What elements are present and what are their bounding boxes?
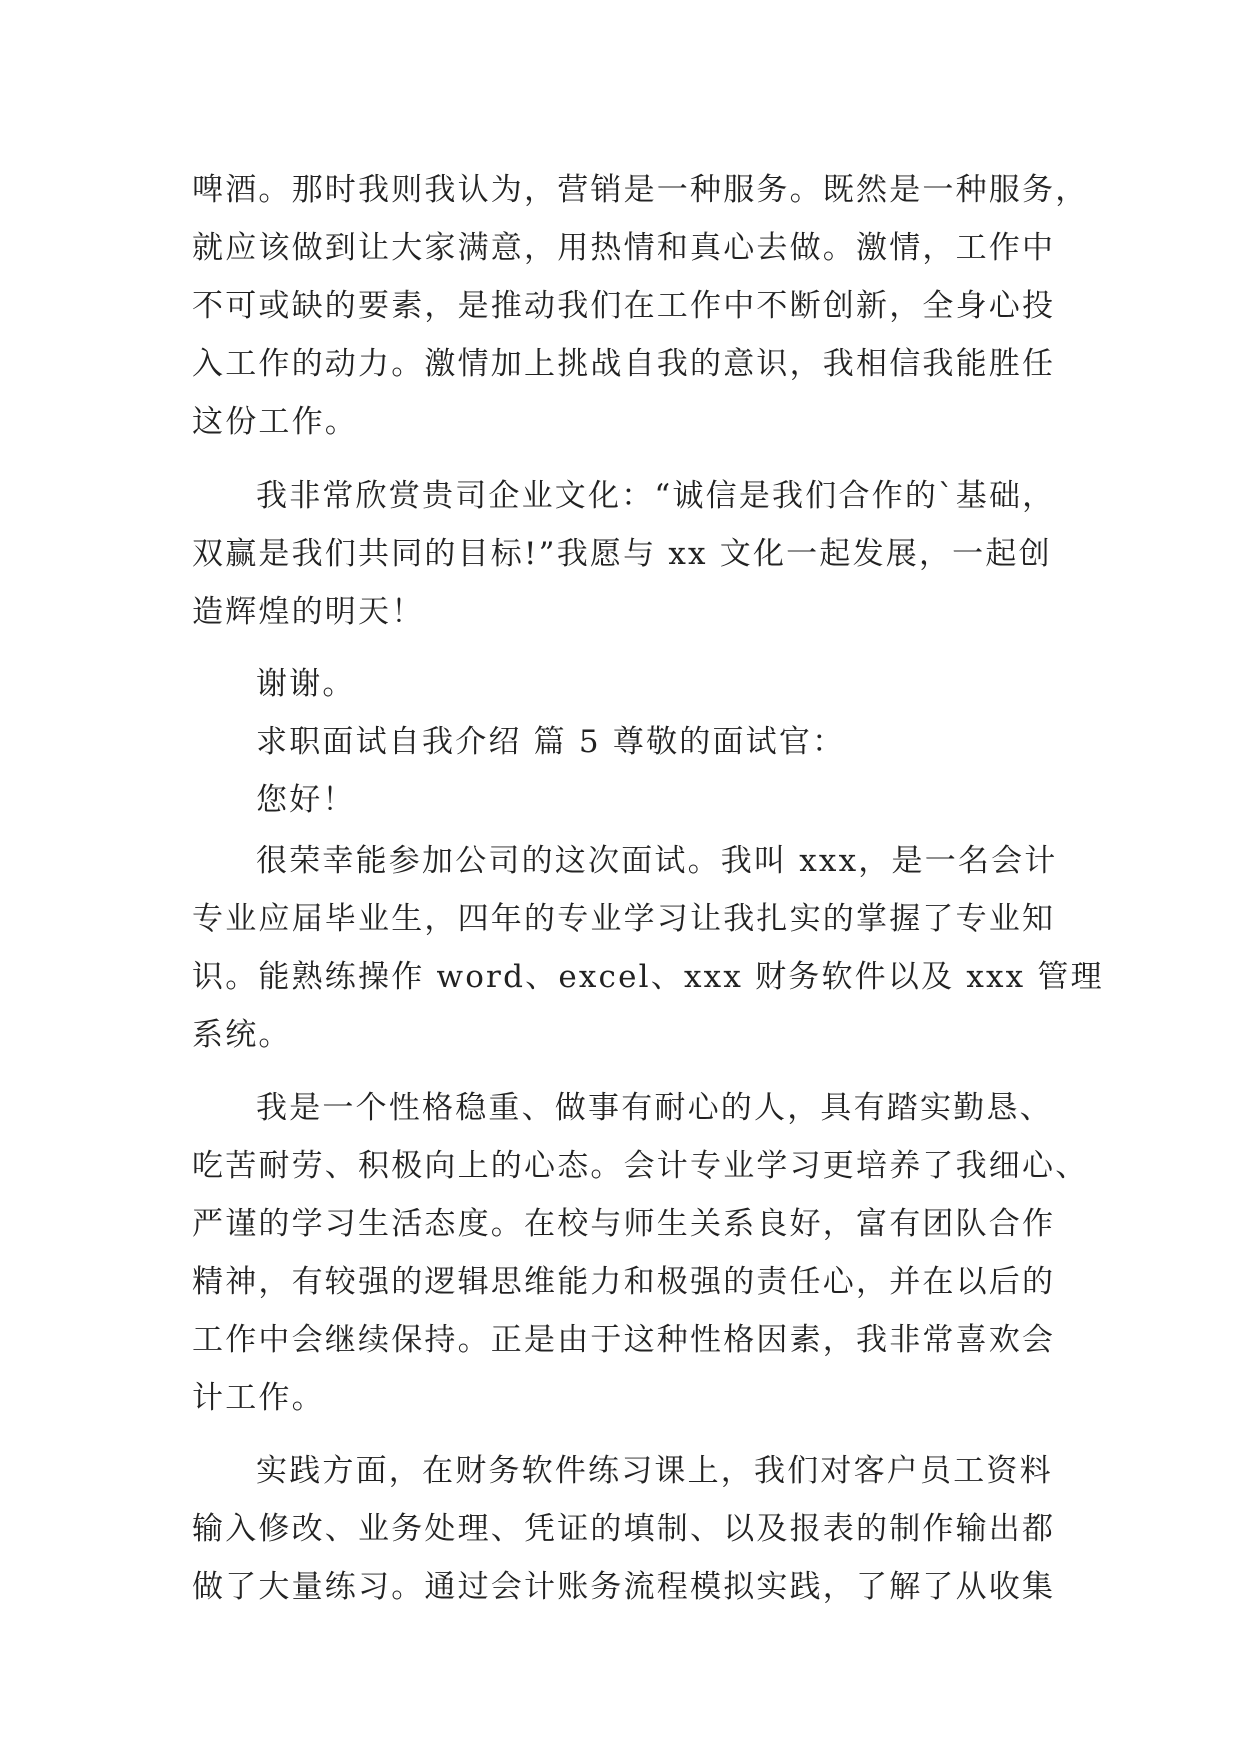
text-line: 入工作的动力。激情加上挑战自我的意识，我相信我能胜任 — [192, 346, 1056, 382]
text-line: 系统。 — [192, 1017, 292, 1053]
text-line: 工作中会继续保持。正是由于这种性格因素，我非常喜欢会 — [192, 1322, 1056, 1358]
text-line: 啤酒。那时我则我认为，营销是一种服务。既然是一种服务， — [192, 172, 1089, 208]
text-line: 我非常欣赏贵司企业文化：“诚信是我们合作的`基础， — [256, 478, 1056, 514]
text-line: 做了大量练习。通过会计账务流程模拟实践，了解了从收集 — [192, 1569, 1056, 1605]
text-line: 就应该做到让大家满意，用热情和真心去做。激情，工作中 — [192, 230, 1056, 266]
text-line: 您好！ — [256, 782, 356, 818]
text-line: 识。能熟练操作 word、excel、xxx 财务软件以及 xxx 管理 — [192, 959, 1104, 995]
text-line: 精神，有较强的逻辑思维能力和极强的责任心，并在以后的 — [192, 1264, 1056, 1300]
text-line: 造辉煌的明天！ — [192, 594, 425, 630]
text-line: 吃苦耐劳、积极向上的心态。会计专业学习更培养了我细心、 — [192, 1148, 1089, 1184]
text-line: 谢谢。 — [256, 666, 356, 702]
text-line: 严谨的学习生活态度。在校与师生关系良好，富有团队合作 — [192, 1206, 1056, 1242]
text-line: 计工作。 — [192, 1380, 325, 1416]
text-line: 这份工作。 — [192, 404, 358, 440]
text-line: 专业应届毕业生，四年的专业学习让我扎实的掌握了专业知 — [192, 901, 1056, 937]
heading-line: 求职面试自我介绍 篇 5 尊敬的面试官： — [256, 724, 846, 760]
text-line: 不可或缺的要素，是推动我们在工作中不断创新，全身心投 — [192, 288, 1056, 324]
text-line: 我是一个性格稳重、做事有耐心的人，具有踏实勤恳、 — [256, 1090, 1053, 1126]
text-line: 实践方面，在财务软件练习课上，我们对客户员工资料 — [256, 1453, 1053, 1489]
text-line: 双赢是我们共同的目标!”我愿与 xx 文化一起发展，一起创 — [192, 536, 1052, 572]
text-line: 很荣幸能参加公司的这次面试。我叫 xxx，是一名会计 — [256, 843, 1058, 879]
text-line: 输入修改、业务处理、凭证的填制、以及报表的制作输出都 — [192, 1511, 1056, 1547]
